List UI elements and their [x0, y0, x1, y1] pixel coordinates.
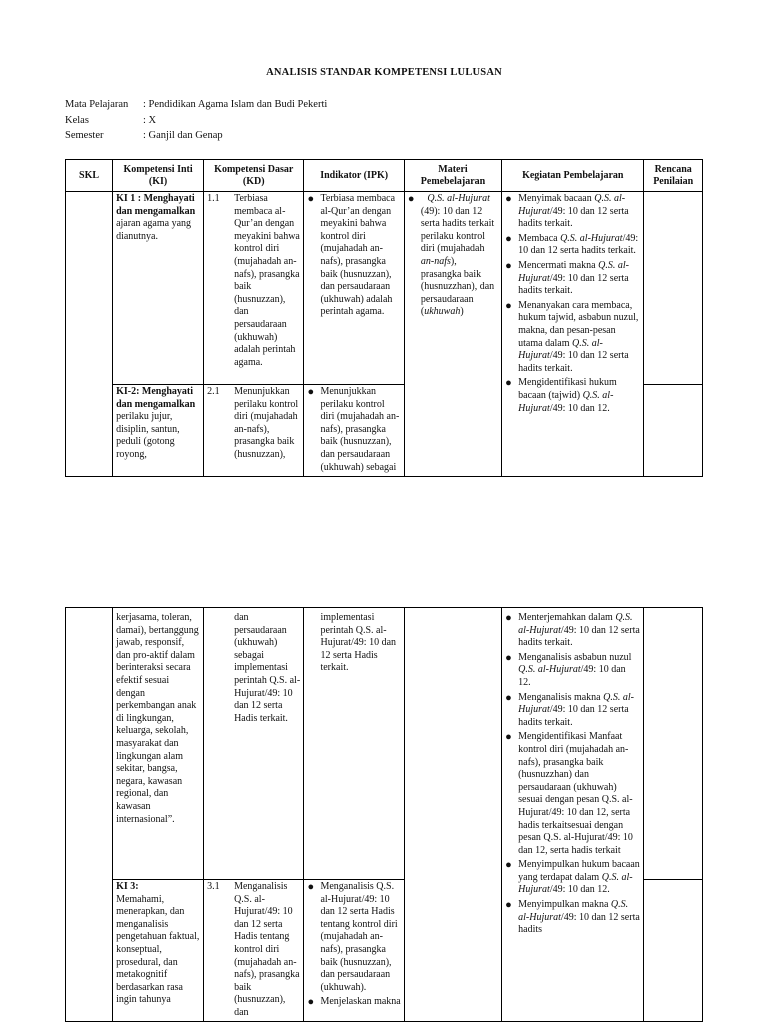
- ki2-text-cont: kerjasama, toleran, damai), bertanggung jawab, responsif, dan pro-aktif dalam berinteraksi secara efektif sesuai dengan perkembangan anak di lingkungan, keluarga, sekolah, masyarakat dan lingkungan alam sekitar, bangsa, negara, kawasan regional, dan kawasan internasional”.: [116, 612, 199, 825]
- kegiatan-cell: [502, 608, 644, 1022]
- header-ipk: Indikator (IPK): [304, 160, 404, 192]
- kegiatan-part: /49: 10 dan 12 serta hadits terkait.: [518, 232, 639, 257]
- kegiatan-part: /49: 10 dan 12 serta hadits terkait.: [518, 205, 629, 230]
- kegiatan-part: /49: 10 dan 12 serta hadits terkait.: [518, 350, 629, 374]
- bullet-icon: ●: [307, 386, 315, 398]
- kd-number: 1.1: [207, 193, 220, 204]
- bullet-icon: ●: [505, 899, 512, 912]
- kegiatan-part: /49: 10 dan 12 serta hadits: [518, 911, 640, 936]
- kegiatan-item: [505, 260, 640, 298]
- kegiatan-item: [505, 899, 640, 937]
- kegiatan-part: /49: 10 dan 12 serta hadits terkait.: [518, 624, 640, 649]
- kegiatan-item: [505, 692, 640, 730]
- table-row-ki1: [66, 192, 703, 385]
- bullet-icon: ●: [505, 377, 512, 390]
- kegiatan-part: Menanyakan cara membaca, hukum tajwid, asbabun nuzul, makna, dan pesan-pesan utama dalam: [518, 299, 639, 349]
- header-kd: Kompetensi Dasar (KD): [204, 160, 304, 192]
- ki2-text: perilaku jujur, disiplin, santun, peduli (gotong royong,: [116, 411, 180, 460]
- ipk-cell: [304, 608, 404, 880]
- kegiatan-item: [505, 859, 640, 897]
- meta-label: Semester: [65, 130, 104, 141]
- kegiatan-part: /49: 10 dan 12.: [518, 664, 626, 688]
- bullet-icon: ●: [505, 651, 512, 664]
- header-rencana: Rencana Penilaian: [644, 160, 703, 192]
- ipk-text: implementasi perintah Q.S. al-Hujurat/49: 10 dan 12 serta Hadis terkait.: [320, 612, 397, 674]
- header-kegiatan: Kegiatan Pembelajaran: [502, 160, 644, 192]
- kegiatan-text: [518, 612, 640, 650]
- ki3-text: Memahami, menerapkan, dan menganalisis pengetahuan faktual, konseptual, prosedural, dan metakognitif berdasarkan rasa ingin tahunya: [116, 893, 200, 1006]
- kegiatan-item: [505, 233, 640, 258]
- kegiatan-text: [518, 300, 640, 376]
- skl-cell: [66, 192, 113, 477]
- ki-cell: [113, 880, 204, 1022]
- document-meta: [65, 97, 327, 144]
- kegiatan-part: Mengidentifikasi Manfaat kontrol diri (mujahadah an-nafs), prasangka baik (husnuzzhan) dan persaudaraan (ukhuwah) sesuai dengan pesan Q.S. al-Hujurat/49: 10 dan 12, serta hadis terkaitsesuai dengan pesan Q.S. al-Hujurat/49: 10 dan 12, serta hadis terkait: [518, 731, 633, 856]
- materi-ref: Q.S. al-Hujurat: [427, 193, 490, 204]
- kd-cell: [204, 192, 304, 385]
- kegiatan-text: [518, 233, 640, 258]
- kd-text: Menunjukkan perilaku kontrol diri (mujahadah an-nafs), prasangka baik (husnuzzan),: [234, 386, 299, 460]
- materi-part: an-nafs: [420, 255, 451, 267]
- kegiatan-part: Menterjemahkan dalam: [518, 612, 616, 623]
- meta-label: Mata Pelajaran: [65, 99, 129, 110]
- skl-cell: [66, 608, 113, 1022]
- kegiatan-part: Menyimak bacaan: [518, 193, 595, 204]
- ki-cell: [113, 385, 204, 477]
- kegiatan-item: [505, 377, 640, 415]
- meta-value: : X: [143, 114, 157, 126]
- ki-cell: [113, 608, 204, 880]
- ki2-title: KI-2: Menghayati dan mengamalkan: [116, 386, 196, 410]
- meta-row-semester: [65, 128, 327, 144]
- kegiatan-ref: Q.S. al-Hujurat: [518, 664, 581, 676]
- bullet-icon: ●: [307, 193, 315, 205]
- table-header-row: [66, 160, 703, 192]
- bullet-icon: ●: [505, 731, 512, 744]
- kd-text: Menganalisis Q.S. al-Hujurat/49: 10 dan 12 serta Hadis tentang kontrol diri (mujahadah an-nafs), prasangka baik (husnuzzan), dan: [234, 881, 300, 1018]
- document-title: ANALISIS STANDAR KOMPETENSI LULUSAN: [266, 67, 502, 78]
- kegiatan-part: /49: 10 dan 12 serta hadits terkait.: [518, 704, 629, 728]
- bullet-icon: ●: [505, 232, 512, 245]
- kegiatan-cell: [502, 192, 644, 477]
- kegiatan-ref: Q.S. al-Hujurat: [518, 259, 629, 284]
- materi-item: [408, 193, 498, 319]
- kd-text: dan persaudaraan (ukhuwah) sebagai implementasi perintah Q.S. al- Hujurat/49: 10 dan 12 serta Hadis terkait.: [234, 612, 301, 724]
- competency-table-page-2: [65, 607, 703, 1022]
- meta-value: : Pendidikan Agama Islam dan Budi Pekerti: [143, 99, 328, 110]
- kegiatan-item: [505, 300, 640, 376]
- bullet-icon: ●: [505, 299, 512, 312]
- ki-cell: [113, 192, 204, 385]
- ki1-text: ajaran agama yang dianutnya.: [116, 218, 192, 242]
- kd-item: [207, 612, 300, 725]
- ipk-text: Menunjukkan perilaku kontrol diri (mujahadah an-nafs), prasangka baik (husnuzzan), dan persaudaraan (ukhuwah) sebagai: [320, 386, 400, 473]
- ipk-item: [307, 996, 400, 1009]
- ipk-text: Menjelaskan makna: [320, 996, 401, 1008]
- ipk-text: Menganalisis Q.S. al-Hujurat/49: 10 dan 12 serta Hadis tentang kontrol diri (mujahadah an-nafs), prasangka baik (husnuzzan), dan persaudaraan (ukhuwah).: [320, 881, 398, 993]
- kegiatan-text: [518, 260, 640, 298]
- ki1-title: KI 1 : Menghayati dan mengamalkan: [116, 193, 196, 217]
- rencana-cell: [644, 608, 703, 880]
- kegiatan-ref: Q.S. al-Hujurat: [560, 232, 623, 244]
- competency-table-page-1: [65, 159, 703, 477]
- ipk-cell: [304, 385, 404, 477]
- header-ki: Kompetensi Inti (KI): [113, 160, 204, 192]
- kd-item: [207, 193, 300, 369]
- materi-cell: [404, 192, 501, 477]
- kegiatan-part: /49: 10 dan 12 serta hadits terkait.: [518, 272, 629, 297]
- kegiatan-ref: Q.S. al-Hujurat: [518, 389, 614, 414]
- kegiatan-text: [518, 731, 640, 857]
- kegiatan-item: [505, 652, 640, 690]
- kegiatan-part: Membaca: [518, 232, 561, 244]
- kegiatan-text: [518, 899, 640, 937]
- ipk-item: [307, 386, 400, 474]
- kegiatan-text: [518, 859, 640, 897]
- table-row-ki2-cont: [66, 608, 703, 880]
- kd-number-blank: [207, 612, 234, 725]
- header-materi: Materi Pemebelajaran: [404, 160, 501, 192]
- bullet-icon: ●: [505, 259, 512, 272]
- bullet-icon: ●: [307, 996, 315, 1009]
- kd-number: 2.1: [207, 386, 220, 397]
- bullet-icon: ●: [407, 193, 415, 205]
- header-skl: SKL: [66, 160, 113, 192]
- ipk-text: Terbiasa membaca al-Qur’an dengan meyakini bahwa kontrol diri (mujahadah an-nafs), prasangka baik (husnuzzan), dan persaudaraan (ukhuwah) adalah perintah agama.: [320, 193, 396, 318]
- materi-part: ): [460, 306, 464, 318]
- kegiatan-text: [518, 692, 640, 730]
- materi-cell: [404, 608, 501, 1022]
- kegiatan-ref: Q.S. al-Hujurat: [518, 871, 633, 896]
- meta-row-subject: [65, 97, 327, 113]
- kd-cell: [204, 385, 304, 477]
- ki3-title: KI 3:: [116, 881, 139, 892]
- rencana-cell: [644, 192, 703, 385]
- kegiatan-text: [518, 193, 640, 231]
- kegiatan-text: [518, 377, 640, 415]
- ipk-cell: [304, 880, 404, 1022]
- bullet-icon: ●: [505, 193, 512, 205]
- kegiatan-item: [505, 731, 640, 857]
- bullet-spacer: [307, 612, 320, 675]
- kd-item: [207, 881, 300, 1020]
- kd-text: Terbiasa membaca al-Qur’an dengan meyakini bahwa kontrol diri (mujahadah an-nafs), prasangka baik (husnuzzan), dan persaudaraan (ukhuwah) adalah perintah agama.: [234, 193, 300, 368]
- kegiatan-ref: Q.S. al-Hujurat: [518, 899, 629, 923]
- bullet-icon: ●: [505, 859, 512, 872]
- kegiatan-part: Mencermati makna: [518, 259, 599, 271]
- materi-part: ), prasangka baik (husnuzzhan), dan persaudaraan (: [420, 255, 495, 318]
- kegiatan-ref: Q.S. al-Hujurat: [518, 337, 603, 362]
- kegiatan-part: /49: 10 dan 12.: [549, 402, 610, 414]
- kd-item: [207, 386, 300, 462]
- meta-row-class: [65, 113, 327, 129]
- kegiatan-part: Mengidentifikasi hukum bacaan (tajwid): [518, 377, 617, 401]
- materi-part: ukhuwah: [424, 306, 461, 318]
- materi-part: (49): 10 dan 12 serta hadits terkait perilaku kontrol diri (mujahadah: [420, 205, 495, 255]
- kd-number: 3.1: [207, 881, 220, 892]
- rencana-cell: [644, 385, 703, 477]
- rencana-cell: [644, 880, 703, 1022]
- ipk-item: [307, 193, 400, 319]
- kegiatan-part: Menyimpulkan makna: [518, 899, 611, 911]
- kd-cell: [204, 880, 304, 1022]
- kegiatan-item: [505, 193, 640, 231]
- kegiatan-part: /49: 10 dan 12.: [549, 884, 610, 896]
- kd-cell: [204, 608, 304, 880]
- kegiatan-ref: Q.S. al-Hujurat: [518, 193, 626, 217]
- kegiatan-part: Menganalisis makna: [518, 691, 604, 703]
- meta-value: : Ganjil dan Genap: [143, 130, 223, 141]
- kegiatan-item: [505, 612, 640, 650]
- kegiatan-part: Menyimpulkan hukum bacaan yang terdapat dalam: [518, 859, 640, 883]
- bullet-icon: ●: [505, 691, 512, 704]
- materi-text: [421, 193, 498, 319]
- meta-label: Kelas: [65, 114, 89, 126]
- ipk-item: [307, 881, 400, 994]
- bullet-icon: ●: [505, 612, 512, 624]
- kegiatan-text: [518, 652, 640, 690]
- kegiatan-part: Menganalisis asbabun nuzul: [518, 651, 632, 663]
- kegiatan-ref: Q.S. al-Hujurat: [518, 691, 634, 716]
- ipk-item: [307, 612, 400, 675]
- ipk-cell: [304, 192, 404, 385]
- bullet-icon: ●: [307, 881, 315, 893]
- kegiatan-ref: Q.S. al-Hujurat: [518, 612, 633, 636]
